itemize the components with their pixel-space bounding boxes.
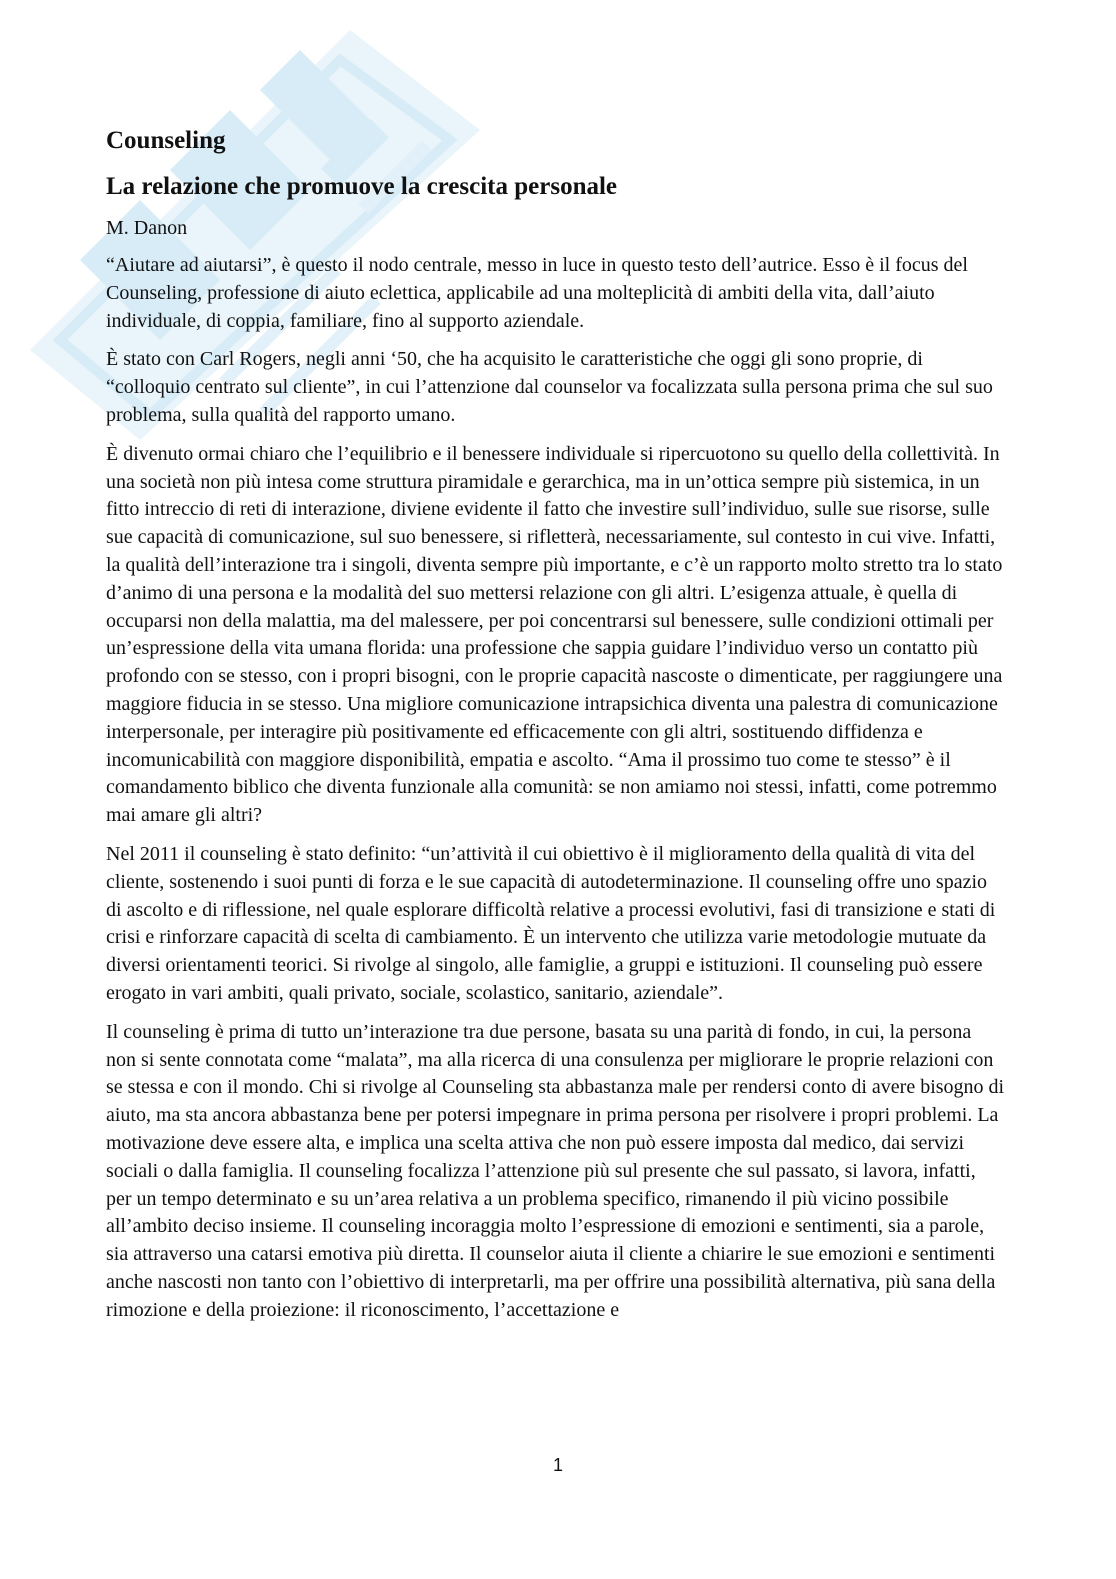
page-number: 1 <box>552 1455 563 1475</box>
paragraph-5: Il counseling è prima di tutto un’interazione tra due persone, basata su una parità di fondo, in cui, la persona non si sente connotata come “malata”, ma alla ricerca di una consulenza per migliorare le proprie relazioni con se stessa e con il mondo. Chi si rivolge al Counseling sta abbastanza male per rendersi conto di avere bisogno di aiuto, ma sta ancora abbastanza bene per potersi impegnare in prima persona per risolvere i propri problemi. La motivazione deve essere alta, e implica una scelta attiva che non può essere imposta dal medico, dai servizi sociali o dalla famiglia. Il counseling focalizza l’attenzione più sul presente che sul passato, si lavora, infatti, per un tempo determinato e su un’area relativa a un problema specifico, rimanendo il più vicino possibile all’ambito deciso insieme. Il counseling incoraggia molto l’espressione di emozioni e sentimenti, sia a parole, sia attraverso una catarsi emotiva più diretta. Il counselor aiuta il cliente a chiarire le sue emozioni e sentimenti anche nascosti non tanto con l’obiettivo di interpretarli, ma per offrire una possibilità alternativa, più sana della rimozione e della proiezione: il riconoscimento, l’accettazione e <box>106 1020 1005 1321</box>
paragraph-1: “Aiutare ad aiutarsi”, è questo il nodo centrale, messo in luce in questo testo dell’autrice. Esso è il focus del Counseling, professione di aiuto eclettica, applicabile ad una molteplicità di ambiti della vita, dall’aiuto individuale, di coppia, familiare, fino al supporto aziendale. <box>106 254 968 332</box>
document-title: Counseling <box>106 127 226 154</box>
paragraph-4: Nel 2011 il counseling è stato definito: “un’attività il cui obiettivo è il miglioramento della qualità di vita del cliente, sostenendo i suoi punti di forza e le sue capacità di autodeterminazione. Il counseling offre uno spazio di ascolto e di riflessione, nel quale esplorare difficoltà relative a processi evolutivi, fasi di transizione e stati di crisi e rinforzare capacità di scelta di cambiamento. È un intervento che utilizza varie metodologie mutuate da diversi orientamenti teorici. Si rivolge al singolo, alle famiglie, a gruppi e istituzioni. Il counseling può essere erogato in vari ambiti, quali privato, sociale, scolastico, sanitario, aziendale”. <box>106 842 996 1004</box>
document-subtitle: La relazione che promuove la crescita personale <box>106 173 618 200</box>
paragraph-3: È divenuto ormai chiaro che l’equilibrio e il benessere individuale si ripercuotono su quello della collettività. In una società non più intesa come struttura piramidale e gerarchica, ma in un’ottica sempre più sistemica, in un fitto intreccio di reti di interazione, diviene evidente il fatto che investire sull’individuo, sulle sue risorse, sulle sue capacità di comunicazione, sul suo benessere, si rifletterà, necessariamente, sul contesto in cui vive. Infatti, la qualità dell’interazione tra i singoli, diventa sempre più importante, e c’è un rapporto molto stretto tra lo stato d’animo di una persona e la modalità del suo mettersi relazione con gli altri. L’esigenza attuale, è quella di occuparsi non della malattia, ma del malessere, per poi concentrarsi sul benessere, sulle condizioni ottimali per un’espressione della vita umana florida: una professione che sappia guidare l’individuo verso un contatto più profondo con se stesso, con i propri bisogni, con le proprie capacità nascoste o dimenticate, per raggiungere una maggiore fiducia in se stesso. Una migliore comunicazione intrapsichica diventa una palestra di comunicazione interpersonale, per interagire più positivamente ed efficacemente con gli altri, sostituendo diffidenza e incomunicabilità con maggiore disponibilità, empatia e ascolto. “Ama il prossimo tuo come te stesso” è il comandamento biblico che diventa funzionale alla comunità: se non amiamo noi stessi, infatti, come potremmo mai amare gli altri? <box>106 442 1003 827</box>
paragraph-2: È stato con Carl Rogers, negli anni ‘50, che ha acquisito le caratteristiche che oggi gli sono proprie, di “colloquio centrato sul cliente”, in cui l’attenzione dal counselor va focalizzata sulla persona prima che sul suo problema, sulla qualità del rapporto umano. <box>106 348 993 426</box>
document-body <box>106 126 1006 1335</box>
document-author: M. Danon <box>106 217 188 239</box>
